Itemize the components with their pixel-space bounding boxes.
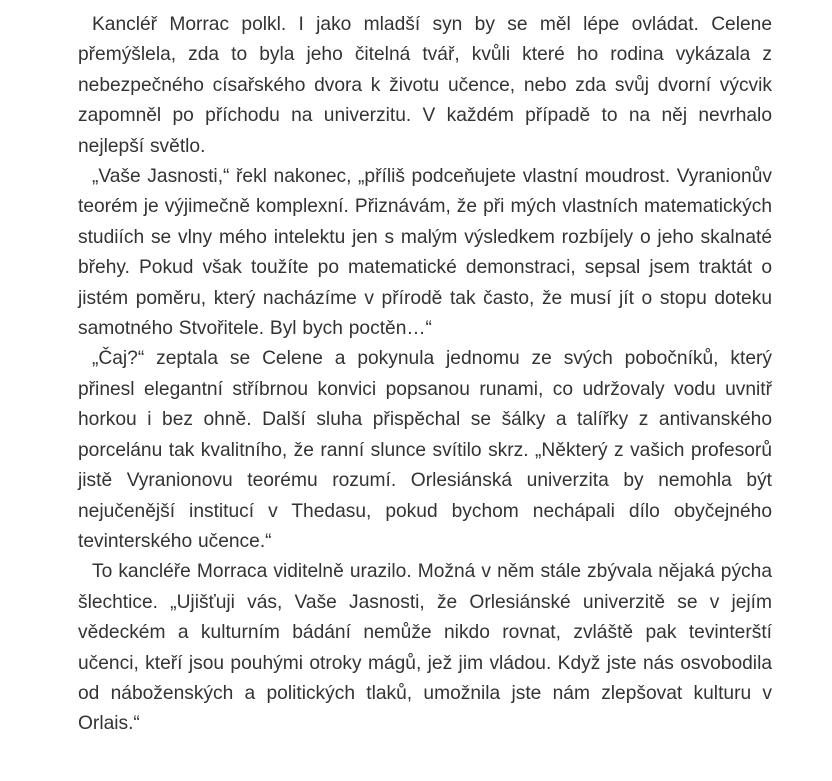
paragraph: To kancléře Morraca viditelně urazilo. Možná v něm stále zbývala nějaká pýcha šlechtice. „Ujišťuji vás, Vaše Jasnosti, že Orlesiánské univerzitě se v jejím vědeckém a kulturním bádání nemůže nikdo rovnat, zvláště pak tevinterští učenci, kteří jsou pouhými otroky mágů, jež jim vládou. Když jste nás osvobodila od náboženských a politických tlaků, umožnila jste nám zlepšovat kulturu v Orlais.“ [78, 561, 772, 735]
paragraph: Kancléř Morrac polkl. I jako mladší syn by se měl lépe ovládat. Celene přemýšlela, zda to byla jeho čitelná tvář, kvůli které ho rodina vykázala z nebezpečného císařského dvora k životu učence, nebo zda svůj dvorní výcvik zapomněl po příchodu na univerzitu. V každém případě to na něj nevrhalo nejlepší světlo. [78, 14, 772, 157]
paragraph: „Vaše Jasnosti,“ řekl nakonec, „příliš podceňujete vlastní moudrost. Vyranionův teorém je výjimečně komplexní. Přiznávám, že při mých vlastních matematických studiích se vlny mého intelektu jen s malým výsledkem rozbíjely o jeho skalnaté břehy. Pokud však toužíte po matematické demonstraci, sepsal jsem traktát o jistém poměru, který nacházíme v přírodě tak často, že musí jít o stopu doteku samotného Stvořitele. Byl bych poctěn…“ [78, 166, 772, 340]
paragraph: „Čaj?“ zeptala se Celene a pokynula jednomu ze svých pobočníků, který přinesl elegantní stříbrnou konvici popsanou runami, co udržovaly vodu uvnitř horkou i bez ohně. Další sluha přispěchal se šálky a talířky z antivanského porcelánu tak kvalitního, že ranní slunce svítilo skrz. „Některý z vašich profesorů jistě Vyranionovu teorému rozumí. Orlesiánská univerzita by nemohla být nejučenější institucí v Thedasu, pokud bychom nechápali dílo obyčejného tevinterského učence.“ [78, 348, 772, 552]
document-body [78, 10, 772, 740]
